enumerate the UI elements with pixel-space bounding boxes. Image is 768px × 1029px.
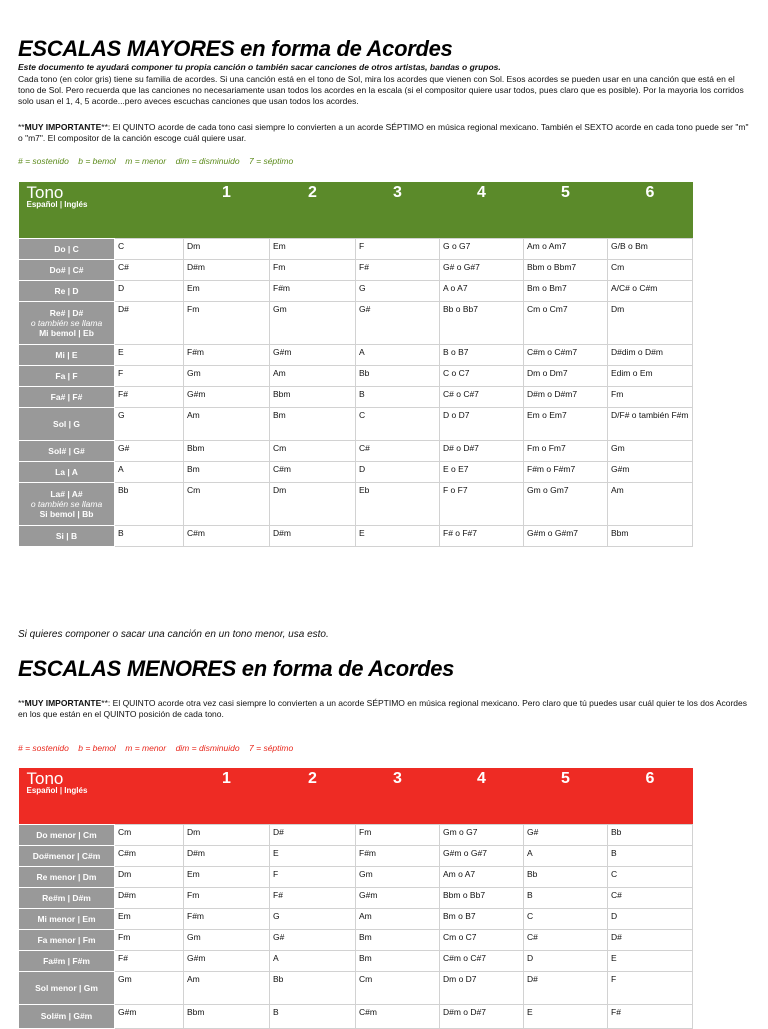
key-cell	[19, 824, 115, 845]
chord-cell: G#	[270, 929, 356, 950]
chord-cell: G#m o G#7	[440, 845, 524, 866]
chord-cell: Em	[270, 238, 356, 259]
chord-cell: Am	[356, 908, 440, 929]
chord-cell: Bm o Bm7	[524, 280, 608, 301]
degree-number: 2	[308, 184, 317, 201]
chord-cell: B	[356, 386, 440, 407]
chord-cell: Edim o Em	[608, 365, 693, 386]
chord-cell: C#m	[184, 525, 270, 546]
table-row	[19, 950, 693, 971]
degree-number: 1	[222, 184, 231, 201]
chord-cell: B o B7	[440, 344, 524, 365]
chord-cell: Gm	[115, 971, 184, 1004]
chord-cell: Dm o D7	[440, 971, 524, 1004]
key-label: Do# | C#	[49, 264, 84, 275]
table-row	[19, 908, 693, 929]
chord-cell: D	[115, 280, 184, 301]
chord-cell: Em o Em7	[524, 407, 608, 440]
chord-cell: D/F# o también F#m	[608, 407, 693, 440]
chord-cell: D#m	[270, 525, 356, 546]
chord-cell: F	[115, 365, 184, 386]
chord-cell: Cm	[608, 259, 693, 280]
key-cell	[19, 525, 115, 546]
chord-cell: Dm o Dm7	[524, 365, 608, 386]
important-text: : El QUINTO acorde de cada tono casi siempre lo convierten a un acorde SÉPTIMO en música regional mexicano. También el SEXTO acorde en cada tono puede ser "m" o "m7". El compositor de la canción escoge cuál quiere usar.	[18, 122, 749, 143]
chord-cell: F#m	[184, 344, 270, 365]
chord-cell: F#m o F#m7	[524, 461, 608, 482]
chord-cell: G	[270, 908, 356, 929]
header-degree-5	[524, 182, 608, 238]
key-label: Do | C	[54, 243, 79, 254]
chord-cell: D#m	[184, 259, 270, 280]
chord-cell: C	[356, 407, 440, 440]
chord-cell: G#m	[270, 344, 356, 365]
major-paragraph: Cada tono (en color gris) tiene su familia de acordes. Si una canción está en el tono de Sol, mira los acordes que vienen con Sol. Esos acordes se pueden usar en una canción que está en el tono de Sol. Pero recuerda que las canciones no necesariamente usan todos los acordes en la escala (si el compositor quiere usar todos, pues claro que es posible). Por la mayoria los corridos solo usan el 1, 4, 5 acorde...pero aveces escuchas canciones que usan todos los acordes.	[18, 74, 744, 106]
key-label: Fa | F	[55, 370, 78, 381]
key-label: Sol# | G#	[48, 445, 85, 456]
chord-cell: Fm o Fm7	[524, 440, 608, 461]
chord-cell: D#m	[184, 845, 270, 866]
chord-cell: D#m o D#m7	[524, 386, 608, 407]
chord-cell: F o F7	[440, 482, 524, 525]
chord-cell: F# o F#7	[440, 525, 524, 546]
key-cell	[19, 971, 115, 1004]
chord-cell: Fm	[270, 259, 356, 280]
chord-cell: E o E7	[440, 461, 524, 482]
chord-cell: Dm	[270, 482, 356, 525]
table-row	[19, 259, 693, 280]
chord-cell: Fm	[184, 301, 270, 344]
table-row	[19, 238, 693, 259]
chord-cell: F	[270, 866, 356, 887]
important-label: MUY IMPORTANTE	[24, 122, 102, 132]
chord-cell: F#m	[184, 908, 270, 929]
table-row	[19, 525, 693, 546]
chord-cell: A	[115, 461, 184, 482]
table-row	[19, 1004, 693, 1028]
important-label: MUY IMPORTANTE	[24, 698, 102, 708]
table-row	[19, 887, 693, 908]
table-row	[19, 929, 693, 950]
chord-cell: Cm	[270, 440, 356, 461]
chord-cell: C#m o C#7	[440, 950, 524, 971]
key-cell	[19, 440, 115, 461]
table-row	[19, 824, 693, 845]
key-label: Sol | G	[53, 418, 80, 429]
key-cell	[19, 365, 115, 386]
header-degree-2	[270, 768, 356, 824]
chord-cell: Bb	[356, 365, 440, 386]
key-note: o también se llama	[30, 317, 103, 328]
chord-cell: F#	[115, 950, 184, 971]
chord-cell: F#	[270, 887, 356, 908]
chord-cell: G#m	[608, 461, 693, 482]
chord-cell: Gm o Gm7	[524, 482, 608, 525]
chord-cell: A	[356, 344, 440, 365]
header-degree-6	[608, 768, 693, 824]
degree-number: 6	[645, 770, 655, 787]
key-cell	[19, 887, 115, 908]
chord-cell: G#m	[115, 1004, 184, 1028]
chord-cell: D#dim o D#m	[608, 344, 693, 365]
important-suffix: **	[101, 698, 108, 708]
important-prefix: **	[18, 122, 25, 132]
chord-cell: Cm o C7	[440, 929, 524, 950]
header-tono-cell	[19, 182, 115, 238]
chord-cell: B	[115, 525, 184, 546]
chord-cell: Bm	[356, 929, 440, 950]
chord-cell: Bb o Bb7	[440, 301, 524, 344]
chord-cell: Bbm	[184, 440, 270, 461]
chord-cell: Am	[184, 971, 270, 1004]
major-subtitle: Este documento te ayudará componer tu propia canción o también sacar canciones de otros artistas, bandas o grupos.	[18, 62, 501, 72]
key-cell	[19, 950, 115, 971]
key-label: Mi menor | Em	[37, 913, 96, 924]
key-cell	[19, 386, 115, 407]
key-cell	[19, 238, 115, 259]
chord-cell: E	[270, 845, 356, 866]
chord-cell: Am	[184, 407, 270, 440]
chord-cell: Cm	[115, 824, 184, 845]
chord-cell: C#	[608, 887, 693, 908]
header-degree-2	[270, 182, 356, 238]
chord-cell: G	[115, 407, 184, 440]
chord-cell: Am	[270, 365, 356, 386]
header-tono: Tono	[26, 183, 64, 202]
chord-cell: Bm	[356, 950, 440, 971]
chord-cell: A	[270, 950, 356, 971]
chord-cell: B	[608, 845, 693, 866]
chord-cell: Bm	[270, 407, 356, 440]
header-degree-6	[608, 182, 693, 238]
table-row	[19, 971, 693, 1004]
table-row	[19, 280, 693, 301]
chord-cell: Eb	[356, 482, 440, 525]
important-prefix: **	[18, 698, 25, 708]
major-important	[18, 122, 750, 144]
chord-cell: D#m	[115, 887, 184, 908]
chord-cell: B	[524, 887, 608, 908]
chord-cell: A	[524, 845, 608, 866]
chord-cell: Dm	[184, 824, 270, 845]
chord-cell: D#	[608, 929, 693, 950]
chord-cell: G	[356, 280, 440, 301]
minor-intro: Si quieres componer o sacar una canción en un tono menor, usa esto.	[18, 629, 329, 640]
chord-cell: Fm	[608, 386, 693, 407]
chord-cell: Fm	[356, 824, 440, 845]
chord-cell: E	[524, 1004, 608, 1028]
chord-cell: Gm	[608, 440, 693, 461]
key-cell	[19, 301, 115, 344]
chord-cell: Bbm	[184, 1004, 270, 1028]
key-label: La# | A#	[50, 488, 83, 499]
degree-number: 5	[561, 770, 570, 787]
chord-cell: G#m	[184, 950, 270, 971]
chord-cell: E	[356, 525, 440, 546]
header-tono: Tono	[26, 769, 64, 788]
degree-number: 1	[222, 770, 231, 787]
chord-cell: F#	[608, 1004, 693, 1028]
key-cell	[19, 259, 115, 280]
key-cell	[19, 461, 115, 482]
header-degree-4	[440, 182, 524, 238]
key-label: Do#menor | C#m	[32, 850, 101, 861]
chord-cell: C#	[524, 929, 608, 950]
header-tono-cell	[19, 768, 115, 824]
chord-cell: Gm	[270, 301, 356, 344]
table-row	[19, 407, 693, 440]
degree-number: 4	[477, 184, 486, 201]
chord-cell: C#m	[356, 1004, 440, 1028]
chord-cell: C#m o C#m7	[524, 344, 608, 365]
key-cell	[19, 929, 115, 950]
chord-cell: Cm	[356, 971, 440, 1004]
key-label: La | A	[55, 466, 78, 477]
header-degree-1	[184, 182, 270, 238]
chord-cell: Gm	[356, 866, 440, 887]
chord-cell: Em	[115, 908, 184, 929]
chord-cell: F	[356, 238, 440, 259]
chord-cell: Cm	[184, 482, 270, 525]
degree-number: 3	[393, 770, 402, 787]
chord-cell: Gm o G7	[440, 824, 524, 845]
header-spacer	[115, 182, 184, 238]
key-cell	[19, 866, 115, 887]
key-label: Fa# | F#	[50, 391, 83, 402]
chord-cell: D#	[115, 301, 184, 344]
key-cell	[19, 344, 115, 365]
chord-cell: F#m	[356, 845, 440, 866]
table-row	[19, 482, 693, 525]
minor-chord-table	[18, 768, 702, 1029]
major-legend: # = sostenido b = bemol m = menor dim = disminuido 7 = séptimo	[18, 156, 294, 166]
chord-cell: D	[608, 908, 693, 929]
minor-important	[18, 698, 750, 720]
chord-cell: Em	[184, 866, 270, 887]
major-title: ESCALAS MAYORES en forma de Acordes	[18, 36, 453, 61]
table-row	[19, 461, 693, 482]
chord-cell: Am o A7	[440, 866, 524, 887]
key-label: Do menor | Cm	[36, 829, 97, 840]
chord-cell: Bb	[270, 971, 356, 1004]
chord-cell: D#	[270, 824, 356, 845]
key-label: Re | D	[54, 285, 79, 296]
degree-number: 4	[477, 770, 486, 787]
key-note: o también se llama	[30, 498, 103, 509]
chord-cell: E	[115, 344, 184, 365]
table-header-row: Tono Español | Inglés 1 2 3 4 5 6 7	[19, 182, 693, 238]
chord-cell: Bm	[184, 461, 270, 482]
chord-cell: D#	[524, 971, 608, 1004]
key-label: Sol#m | G#m	[40, 1011, 93, 1021]
key-label: Fa menor | Fm	[37, 934, 96, 945]
header-degree-4	[440, 768, 524, 824]
chord-cell: C#	[356, 440, 440, 461]
key-label: Fa#m | F#m	[43, 955, 90, 966]
key-cell	[19, 280, 115, 301]
chord-cell: F#	[115, 386, 184, 407]
chord-cell: C o C7	[440, 365, 524, 386]
important-suffix: **	[101, 122, 108, 132]
chord-cell: A o A7	[440, 280, 524, 301]
header-degree-1	[184, 768, 270, 824]
header-language: Español | Inglés	[26, 200, 88, 209]
chord-cell: B	[270, 1004, 356, 1028]
key-label: Re#m | D#m	[42, 892, 91, 903]
key-cell	[19, 1004, 115, 1028]
key-label: Sol menor | Gm	[35, 982, 98, 993]
chord-cell: F#	[356, 259, 440, 280]
chord-cell: F	[608, 971, 693, 1004]
table-row	[19, 440, 693, 461]
chord-cell: G#	[524, 824, 608, 845]
key-label: Re menor | Dm	[36, 871, 97, 882]
chord-cell: Am o Am7	[524, 238, 608, 259]
chord-cell: C# o C#7	[440, 386, 524, 407]
table-header-row: Tono Español | Inglés 1 2 3 4 5 6 7	[19, 768, 693, 824]
table-row	[19, 866, 693, 887]
table-row	[19, 845, 693, 866]
chord-cell: Fm	[115, 929, 184, 950]
key-label: Si bemol | Bb	[39, 508, 94, 519]
header-degree-5	[524, 768, 608, 824]
chord-cell: C#m	[115, 845, 184, 866]
chord-cell: A/C# o C#m	[608, 280, 693, 301]
chord-cell: D#m o D#7	[440, 1004, 524, 1028]
minor-title: ESCALAS MENORES en forma de Acordes	[18, 656, 455, 681]
chord-cell: Fm	[184, 887, 270, 908]
chord-cell: D# o D#7	[440, 440, 524, 461]
chord-cell: F#m	[270, 280, 356, 301]
table-row	[19, 344, 693, 365]
chord-cell: G#m	[184, 386, 270, 407]
chord-cell: D o D7	[440, 407, 524, 440]
chord-cell: Gm	[184, 929, 270, 950]
chord-cell: G# o G#7	[440, 259, 524, 280]
header-degree-3	[356, 182, 440, 238]
key-cell	[19, 845, 115, 866]
key-label: Si | B	[55, 530, 78, 541]
chord-cell: D	[524, 950, 608, 971]
key-label: Mi bemol | Eb	[39, 327, 94, 338]
chord-cell: Dm	[608, 301, 693, 344]
key-label: Re# | D#	[49, 307, 84, 318]
chord-cell: G/B o Bm	[608, 238, 693, 259]
key-cell	[19, 908, 115, 929]
chord-cell: G#m o G#m7	[524, 525, 608, 546]
major-chord-table	[18, 182, 702, 547]
chord-cell: Dm	[184, 238, 270, 259]
chord-cell: Em	[184, 280, 270, 301]
chord-cell: Bbm	[270, 386, 356, 407]
chord-cell: G#	[356, 301, 440, 344]
header-spacer	[115, 768, 184, 824]
chord-cell: G o G7	[440, 238, 524, 259]
chord-cell: Bbm o Bbm7	[524, 259, 608, 280]
table-row	[19, 386, 693, 407]
chord-cell: Bb	[608, 824, 693, 845]
chord-cell: C	[608, 866, 693, 887]
chord-cell: G#m	[356, 887, 440, 908]
header-language: Español | Inglés	[26, 786, 88, 795]
chord-cell: Bb	[524, 866, 608, 887]
chord-cell: Am	[608, 482, 693, 525]
chord-cell: C	[524, 908, 608, 929]
key-label: Mi | E	[55, 349, 78, 360]
key-cell	[19, 482, 115, 525]
degree-number: 3	[393, 184, 402, 201]
chord-cell: E	[608, 950, 693, 971]
chord-cell: G#	[115, 440, 184, 461]
key-cell	[19, 407, 115, 440]
chord-cell: C#m	[270, 461, 356, 482]
table-row	[19, 301, 693, 344]
header-degree-3	[356, 768, 440, 824]
chord-cell: Gm	[184, 365, 270, 386]
chord-cell: Cm o Cm7	[524, 301, 608, 344]
degree-number: 5	[561, 184, 570, 201]
chord-cell: Bbm	[608, 525, 693, 546]
chord-cell: Bb	[115, 482, 184, 525]
chord-cell: Bm o B7	[440, 908, 524, 929]
degree-number: 6	[645, 184, 655, 201]
chord-cell: Bbm o Bb7	[440, 887, 524, 908]
chord-cell: C#	[115, 259, 184, 280]
important-text: : El QUINTO acorde otra vez casi siempre lo convierten a un acorde SÉPTIMO en música regional mexicano. Pero claro que tú puedes usar cuál quier te los dos Acordes en los que están en el QUINTO posición de cada tono.	[18, 698, 747, 719]
minor-legend: # = sostenido b = bemol m = menor dim = disminuido 7 = séptimo	[18, 743, 294, 753]
chord-cell: C	[115, 238, 184, 259]
degree-number: 2	[308, 770, 317, 787]
table-row	[19, 365, 693, 386]
chord-cell: D	[356, 461, 440, 482]
chord-cell: Dm	[115, 866, 184, 887]
